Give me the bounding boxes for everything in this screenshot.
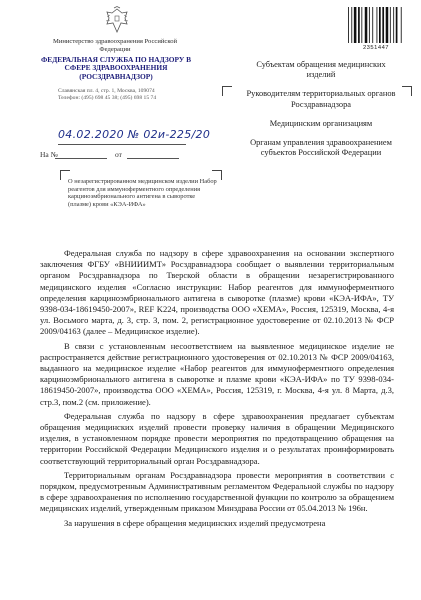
address-line: Славянская пл. 4, стр. 1, Москва, 109074 <box>58 88 155 94</box>
recipient-item: Руководителям территориальных органов Росздравнадзора <box>246 89 396 109</box>
from-field-line <box>127 158 179 159</box>
body-paragraph: Федеральная служба по надзору в сфере здравоохранения предлагает субъектам обращения медицинских изделий провести проверку наличия в обращении Медицинского изделия, в установленном порядке провести мероприятия по предотвращению обращения на территории Российской Федерации Медицинского изделия и о результатах проинформировать соответствующий территориальный орган Росздравнадзора. <box>40 410 394 466</box>
coat-of-arms-emblem <box>104 6 130 36</box>
agency-address <box>58 88 188 102</box>
phone-line: Телефон: (495) 698 45 38; (495) 698 15 74 <box>58 95 157 101</box>
recipient-bracket-left <box>222 86 232 96</box>
number-field-line <box>55 158 107 159</box>
recipient-item: Медицинским организациям <box>269 118 373 128</box>
body-paragraph: Территориальным органам Росздравнадзора провести мероприятия в соответствии с порядком, предусмотренным Административным регламентом Федеральной службы по надзору в сфере здравоохранения по исполнению государственной функции по контролю за обращением медицинских изделий, утвержденным приказом Минздрава России от 05.04.2013 № 196н. <box>40 469 394 514</box>
agency-name: ФЕДЕРАЛЬНАЯ СЛУЖБА ПО НАДЗОРУ В СФЕРЕ ЗДРАВООХРАНЕНИЯ (РОСЗДРАВНАДЗОР) <box>40 55 192 81</box>
reference-underline <box>58 144 186 145</box>
recipient-item: Субъектам обращения медицинских изделий <box>256 60 386 80</box>
barcode-number: 2351447 <box>362 45 390 51</box>
subject-bracket-left <box>60 170 70 180</box>
number-label: На № <box>40 150 58 159</box>
ministry-name: Министерство здравоохранения Российской Федерации <box>52 38 178 53</box>
body-paragraph: В связи с установленным несоответствием на выявленное медицинское изделие не распространяется действие регистрационного удостоверения от 02.10.2013 № ФСР 2009/04163, выданного на медицинское изделие «Набор реагентов для иммуноферментного определения карциноэмбрионального антигена в сыворотке и плазме крови «КЭА-ИФА» по ТУ 9398-034-18619450-2007», производства ООО «ХЕМА», Россия, 125319, г. Москва, 4-я ул. 8 Марта, д.3, стр.3, пом.2 (см. приложение). <box>40 340 394 407</box>
barcode-image <box>346 5 406 45</box>
body-paragraph: Федеральная служба по надзору в сфере здравоохранения на основании экспертного заключения ФГБУ «ВНИИИМТ» Росздравнадзора сообщает о выявлении территориальным органом Росздравнадзора по Тверской области в обращении незарегистрированного медицинского изделия «Согласно инструкции: Набор реагентов для иммуноферментного определения карциноэмбрионального антигена в сыворотке (плазме) крови «КЭА-ИФА», ТУ 9398-034-18619450-2007», REF K224, производства ООО «ХЕМА», Россия, 125319, Москва, 4-я ул. Восьмого марта, д. 3, стр. 3, пом. 2, регистрационное удостоверение от 02.10.2013 № ФСР 2009/04163 (далее – Медицинское изделие). <box>40 248 394 337</box>
recipient-item: Органам управления здравоохранением субъектов Российской Федерации <box>250 138 392 158</box>
subject-bracket-right <box>212 170 222 180</box>
from-label: от <box>115 150 122 159</box>
recipient-bracket-right <box>402 86 412 96</box>
subject-note: О незарегистрированном медицинском изделии Набор реагентов для иммуноферментного определения карциноэмбрионального антигена в сыворотке (плазме) крови «КЭА-ИФА» <box>68 178 217 208</box>
letter-body <box>40 248 394 532</box>
recipients-block <box>246 60 396 167</box>
body-paragraph: За нарушения в сфере обращения медицинских изделий предусмотрена <box>64 517 326 528</box>
handwritten-reference: 04.02.2020 № 02и-225/20 <box>58 128 211 141</box>
